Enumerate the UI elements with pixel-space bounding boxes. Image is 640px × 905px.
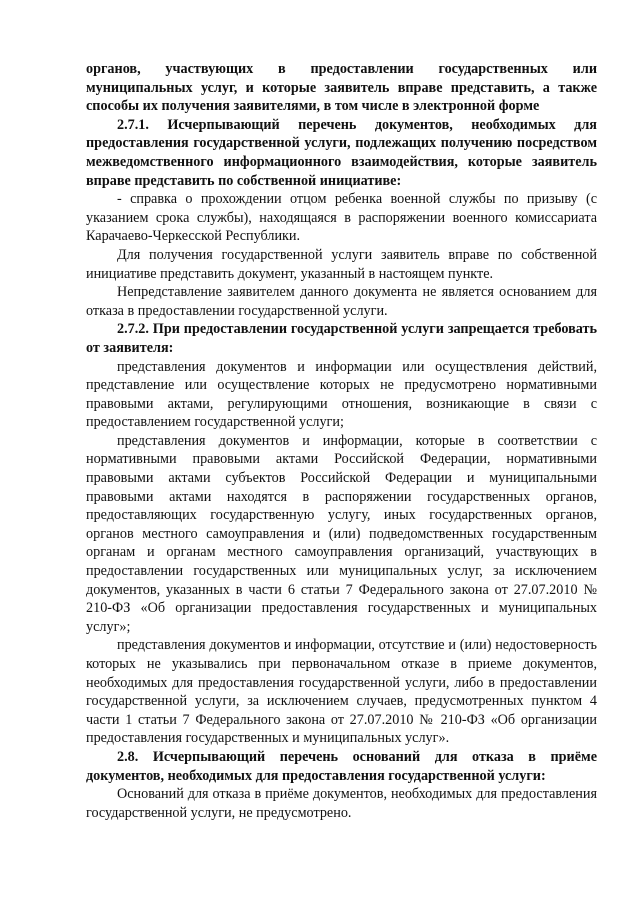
section-2-7-2-heading: 2.7.2. При предоставлении государственной услуги запрещается требовать от заявителя: — [86, 321, 597, 356]
document-page — [86, 60, 597, 822]
paragraph-own-initiative: Для получения государственной услуги заявитель вправе по собственной инициативе представить документ, указанный в настоящем пункте. — [86, 246, 597, 282]
paragraph-prohibition-2: представления документов и информации, которые в соответствии с нормативными правовыми актами Российской Федерации, нормативными правовыми актами субъектов Российской Федерации и муниципальными правовыми актами находятся в распоряжении государственных органов, предоставляющих государственную услугу, иных государственных органов, органов местного самоуправления и (или) подведомственных государственным органам и органам местного самоуправления организаций, участвующих в предоставлении государственных или муниципальных услуг, за исключением документов, указанных в части 6 статьи 7 Федерального закона от 27.07.2010 № 210-ФЗ «Об организации предоставления государственных и муниципальных услуг»; — [86, 432, 597, 635]
paragraph-non-submission: Непредставление заявителем данного документа не является основанием для отказа в предоставлении государственной услуги. — [86, 284, 597, 319]
paragraph-prohibition-1: представления документов и информации или осуществления действий, представление или осуществление которых не предусмотрено нормативными правовыми актами, регулирующими отношения, возникающие в связи с предоставлением государственной услуги; — [86, 358, 597, 431]
section-2-8-heading: 2.8. Исчерпывающий перечень оснований для отказа в приёме документов, необходимых для предоставления государственной услуги: — [86, 748, 597, 784]
list-item-certificate: - справка о прохождении отцом ребенка военной службы по призыву (с указанием срока службы), находящаяся в распоряжении военного комиссариата Карачаево-Черкесской Республики. — [86, 191, 597, 245]
heading-continuation: органов, участвующих в предоставлении государственных или муниципальных услуг, и которые заявитель вправе представить, а также способы их получения заявителями, в том числе в электронной форме — [86, 61, 597, 115]
paragraph-prohibition-3: представления документов и информации, отсутствие и (или) недостоверность которых не указывались при первоначальном отказе в приеме документов, необходимых для предоставления государственной услуги, либо в предоставлении государственной услуги, за исключением случаев, предусмотренных пунктом 4 части 1 статьи 7 Федерального закона от 27.07.2010 № 210-ФЗ «Об организации предоставления государственных и муниципальных услуг». — [86, 637, 597, 747]
paragraph-no-grounds: Оснований для отказа в приёме документов, необходимых для предоставления государственной услуги, не предусмотрено. — [86, 786, 597, 821]
section-2-7-1-heading: 2.7.1. Исчерпывающий перечень документов, необходимых для предоставления государственной услуги, подлежащих получению посредством межведомственного информационного взаимодействия, которые заявитель вправе представить по собственной инициативе: — [86, 116, 597, 189]
